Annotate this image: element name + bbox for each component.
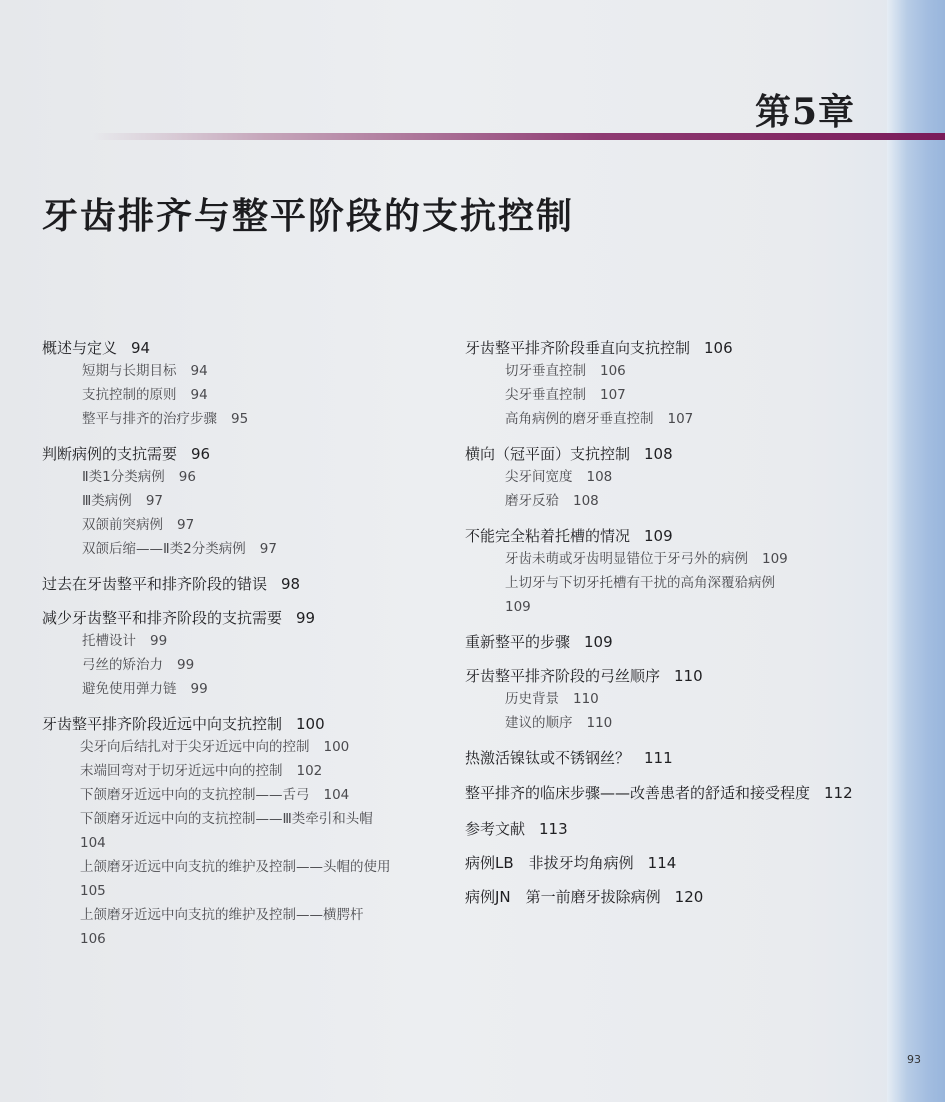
- toc-entry-text: 尖牙垂直控制: [505, 387, 586, 403]
- toc-entry[interactable]: [42, 783, 454, 807]
- toc-entry[interactable]: [465, 687, 875, 711]
- toc-entry-text: 判断病例的支抗需要: [42, 445, 178, 463]
- toc-entry-page: 106: [80, 931, 106, 947]
- toc-entry[interactable]: [465, 383, 875, 407]
- toc-entry[interactable]: [465, 631, 875, 653]
- toc-entry-text: 双颌前突病例: [82, 517, 163, 533]
- toc-entry-text: 尖牙向后结扎对于尖牙近远中向的控制: [80, 739, 310, 755]
- toc-entry-text: 牙齿整平排齐阶段垂直向支抗控制: [465, 339, 691, 357]
- toc-entry-page: 112: [824, 784, 853, 802]
- toc-entry-page: 99: [177, 657, 195, 673]
- toc-entry-text: 历史背景: [505, 691, 559, 707]
- toc-entry-text: 热激活镍钛或不锈钢丝？: [465, 749, 631, 767]
- page-edge-shadow: [887, 0, 945, 1102]
- toc-entry[interactable]: [465, 443, 875, 465]
- toc-entry[interactable]: [42, 407, 454, 431]
- toc-entry-page: 109: [505, 599, 531, 615]
- toc-entry-text: 上颌磨牙近远中向支抗的维护及控制——头帽的使用: [80, 859, 391, 875]
- toc-entry-text: 整平与排齐的治疗步骤: [82, 411, 217, 427]
- chapter-title: 牙齿排齐与整平阶段的支抗控制: [42, 196, 575, 237]
- toc-entry-text: 弓丝的矫治力: [82, 657, 163, 673]
- toc-entry-text: Ⅱ类1分类病例: [82, 469, 165, 485]
- toc-entry[interactable]: [465, 665, 875, 687]
- toc-entry-page: 107: [600, 387, 626, 403]
- toc-entry[interactable]: [42, 537, 454, 561]
- toc-entry-text: 下颌磨牙近远中向的支抗控制——Ⅲ类牵引和头帽: [80, 811, 373, 827]
- page-number: 93: [907, 1053, 921, 1066]
- toc-entry-page: 110: [586, 715, 613, 731]
- toc-entry-page: 96: [191, 445, 211, 463]
- toc-entry[interactable]: [42, 337, 454, 359]
- toc-entry-text: 短期与长期目标: [82, 363, 177, 379]
- toc-entry-text: Ⅲ类病例: [82, 493, 132, 509]
- toc-entry-text: 概述与定义: [42, 339, 118, 357]
- toc-entry[interactable]: [42, 807, 454, 855]
- toc-entry-page: 94: [190, 387, 208, 403]
- toc-entry-page: 95: [231, 411, 249, 427]
- toc-entry-text: 病例LB 非拔牙均角病例: [465, 854, 634, 872]
- toc-entry-text: 不能完全粘着托槽的情况: [465, 527, 631, 545]
- toc-entry-page: 97: [177, 517, 195, 533]
- toc-entry-page: 104: [80, 835, 106, 851]
- toc-entry-text: 建议的顺序: [505, 715, 573, 731]
- toc-entry[interactable]: [42, 513, 454, 537]
- toc-entry-page: 99: [296, 609, 316, 627]
- toc-entry-page: 111: [644, 749, 673, 767]
- toc-entry-text: 整平排齐的临床步骤——改善患者的舒适和接受程度: [465, 784, 811, 802]
- toc-entry[interactable]: [42, 359, 454, 383]
- toc-entry-text: 牙齿整平排齐阶段近远中向支抗控制: [42, 715, 283, 733]
- toc-entry-page: 104: [323, 787, 350, 803]
- toc-entry[interactable]: [465, 407, 875, 431]
- toc-entry-page: 96: [178, 469, 196, 485]
- toc-entry-page: 108: [586, 469, 613, 485]
- toc-entry[interactable]: [42, 759, 454, 783]
- toc-entry-text: 过去在牙齿整平和排齐阶段的错误: [42, 575, 268, 593]
- toc-entry-page: 114: [647, 854, 677, 872]
- chapter-label: 第5章: [754, 91, 855, 133]
- toc-entry-page: 110: [674, 667, 703, 685]
- toc-entry[interactable]: [465, 547, 875, 571]
- toc-left-column: [42, 337, 454, 951]
- toc-entry[interactable]: [42, 653, 454, 677]
- toc-entry[interactable]: [465, 852, 875, 874]
- toc-entry[interactable]: [465, 818, 875, 840]
- toc-entry[interactable]: [42, 443, 454, 465]
- toc-entry-page: 108: [573, 493, 599, 509]
- toc-entry-page: 94: [131, 339, 151, 357]
- toc-entry-page: 109: [584, 633, 613, 651]
- toc-entry-text: 横向（冠平面）支抗控制: [465, 445, 631, 463]
- toc-entry-text: 切牙垂直控制: [505, 363, 586, 379]
- toc-entry-page: 100: [323, 739, 350, 755]
- toc-entry-text: 磨牙反𬌗: [505, 493, 559, 509]
- toc-entry-page: 99: [150, 633, 168, 649]
- toc-entry[interactable]: [42, 465, 454, 489]
- toc-entry-text: 下颌磨牙近远中向的支抗控制——舌弓: [80, 787, 310, 803]
- toc-entry-text: 病例JN 第一前磨牙拔除病例: [465, 888, 661, 906]
- toc-entry-text: 上切牙与下切牙托槽有干扰的高角深覆𬌗病例: [505, 575, 775, 591]
- toc-entry-text: 参考文献: [465, 820, 526, 838]
- toc-entry-page: 94: [190, 363, 208, 379]
- toc-entry[interactable]: [465, 781, 875, 806]
- toc-entry-page: 105: [80, 883, 106, 899]
- toc-entry[interactable]: [465, 525, 875, 547]
- toc-entry[interactable]: [42, 735, 454, 759]
- toc-entry-text: 托槽设计: [82, 633, 136, 649]
- toc-entry-page: 109: [762, 551, 788, 567]
- toc-entry-page: 98: [281, 575, 301, 593]
- toc-entry[interactable]: [465, 747, 875, 769]
- toc-entry-text: 末端回弯对于切牙近远中向的控制: [80, 763, 283, 779]
- toc-entry[interactable]: [42, 607, 454, 629]
- toc-entry-page: 99: [190, 681, 208, 697]
- toc-entry[interactable]: [465, 465, 875, 489]
- toc-entry-page: 106: [704, 339, 733, 357]
- toc-entry[interactable]: [42, 629, 454, 653]
- toc-entry[interactable]: [465, 711, 875, 735]
- toc-entry[interactable]: [465, 886, 875, 908]
- toc-entry[interactable]: [42, 489, 454, 513]
- toc-entry[interactable]: [42, 573, 454, 595]
- toc-entry-page: 108: [644, 445, 673, 463]
- toc-entry-page: 106: [600, 363, 626, 379]
- toc-entry[interactable]: [465, 489, 875, 513]
- toc-entry[interactable]: [42, 855, 454, 903]
- toc-entry-text: 重新整平的步骤: [465, 633, 571, 651]
- toc-entry-page: 97: [259, 541, 277, 557]
- toc-entry[interactable]: [465, 571, 875, 619]
- toc-entry-page: 97: [145, 493, 163, 509]
- toc-entry-page: 109: [644, 527, 673, 545]
- toc-entry-text: 避免使用弹力链: [82, 681, 177, 697]
- toc-entry-page: 120: [674, 888, 704, 906]
- toc-entry-text: 上颌磨牙近远中向支抗的维护及控制——横腭杆: [80, 907, 364, 923]
- toc-entry-text: 高角病例的磨牙垂直控制: [505, 411, 654, 427]
- toc-entry-page: 100: [296, 715, 325, 733]
- toc-entry[interactable]: [42, 677, 454, 701]
- toc-entry-text: 支抗控制的原则: [82, 387, 177, 403]
- toc-entry-page: 107: [667, 411, 694, 427]
- toc-entry-text: 双颌后缩——Ⅱ类2分类病例: [82, 541, 246, 557]
- toc-entry-text: 尖牙间宽度: [505, 469, 573, 485]
- toc-entry-page: 113: [539, 820, 568, 838]
- toc-entry[interactable]: [42, 383, 454, 407]
- toc-entry-page: 110: [573, 691, 599, 707]
- toc-entry[interactable]: [42, 713, 454, 735]
- toc-entry[interactable]: [465, 337, 875, 359]
- toc-right-column: [465, 337, 875, 908]
- toc-entry-text: 减少牙齿整平和排齐阶段的支抗需要: [42, 609, 283, 627]
- toc-entry-text: 牙齿未萌或牙齿明显错位于牙弓外的病例: [505, 551, 748, 567]
- toc-entry-page: 102: [296, 763, 323, 779]
- toc-entry[interactable]: [465, 359, 875, 383]
- chapter-divider: [92, 133, 945, 140]
- toc-entry[interactable]: [42, 903, 454, 951]
- toc-entry-text: 牙齿整平排齐阶段的弓丝顺序: [465, 667, 661, 685]
